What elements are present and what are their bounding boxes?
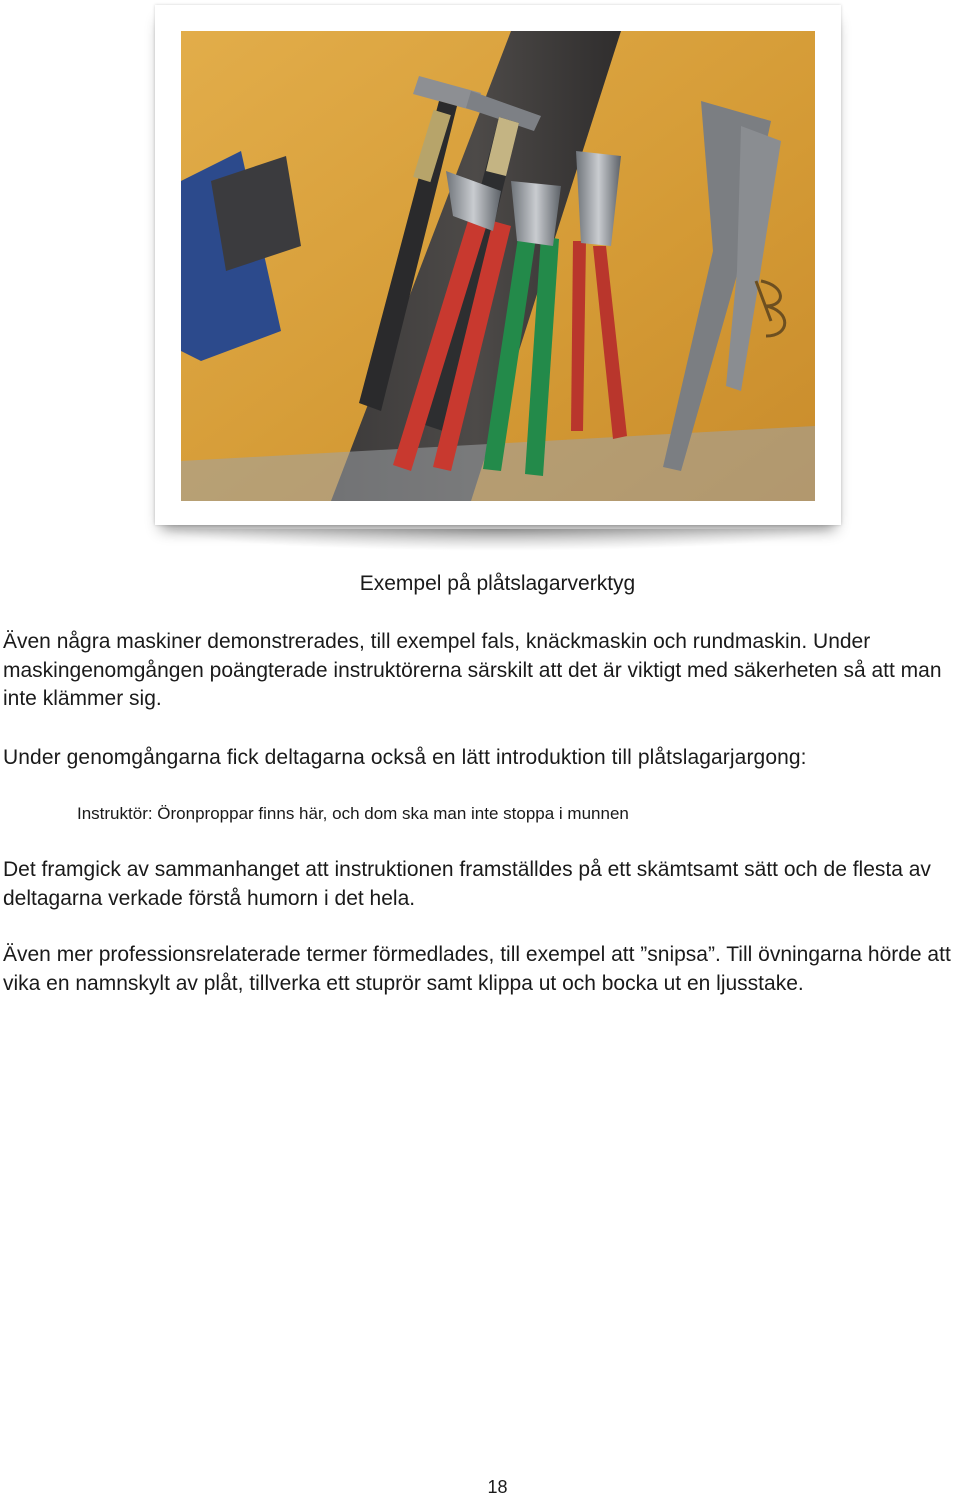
figure-caption: Exempel på plåtslagarverktyg: [359, 572, 636, 595]
instructor-quote: Instruktör: Öronproppar finns här, och dom ska man inte stoppa i munnen: [77, 804, 629, 823]
paragraph-terms: Även mer professionsrelaterade termer förmedlades, till exempel att ”snipsa”. Till övningarna hörde att vika en namnskylt av plåt, tillverka ett stuprör samt klippa ut och bocka ut en ljusstake.: [3, 943, 951, 995]
photo-frame: [155, 5, 841, 525]
paragraph-humor: Det framgick av sammanhanget att instruktionen framställdes på ett skämtsamt sätt och de flesta av deltagarna verkade förstå humorn i det hela.: [3, 858, 931, 910]
page-number: 18: [487, 1477, 508, 1497]
tools-photo-illustration: [181, 31, 815, 501]
paragraph-jargon-intro: Under genomgångarna fick deltagarna också en lätt introduktion till plåtslagarjargong:: [3, 746, 807, 769]
paragraph-machines: Även några maskiner demonstrerades, till exempel fals, knäckmaskin och rundmaskin. Under maskingenomgången poängterade instruktörerna särskilt att det är viktigt med säkerheten så att man inte klämmer sig.: [3, 630, 942, 710]
tools-photo: [181, 31, 815, 501]
